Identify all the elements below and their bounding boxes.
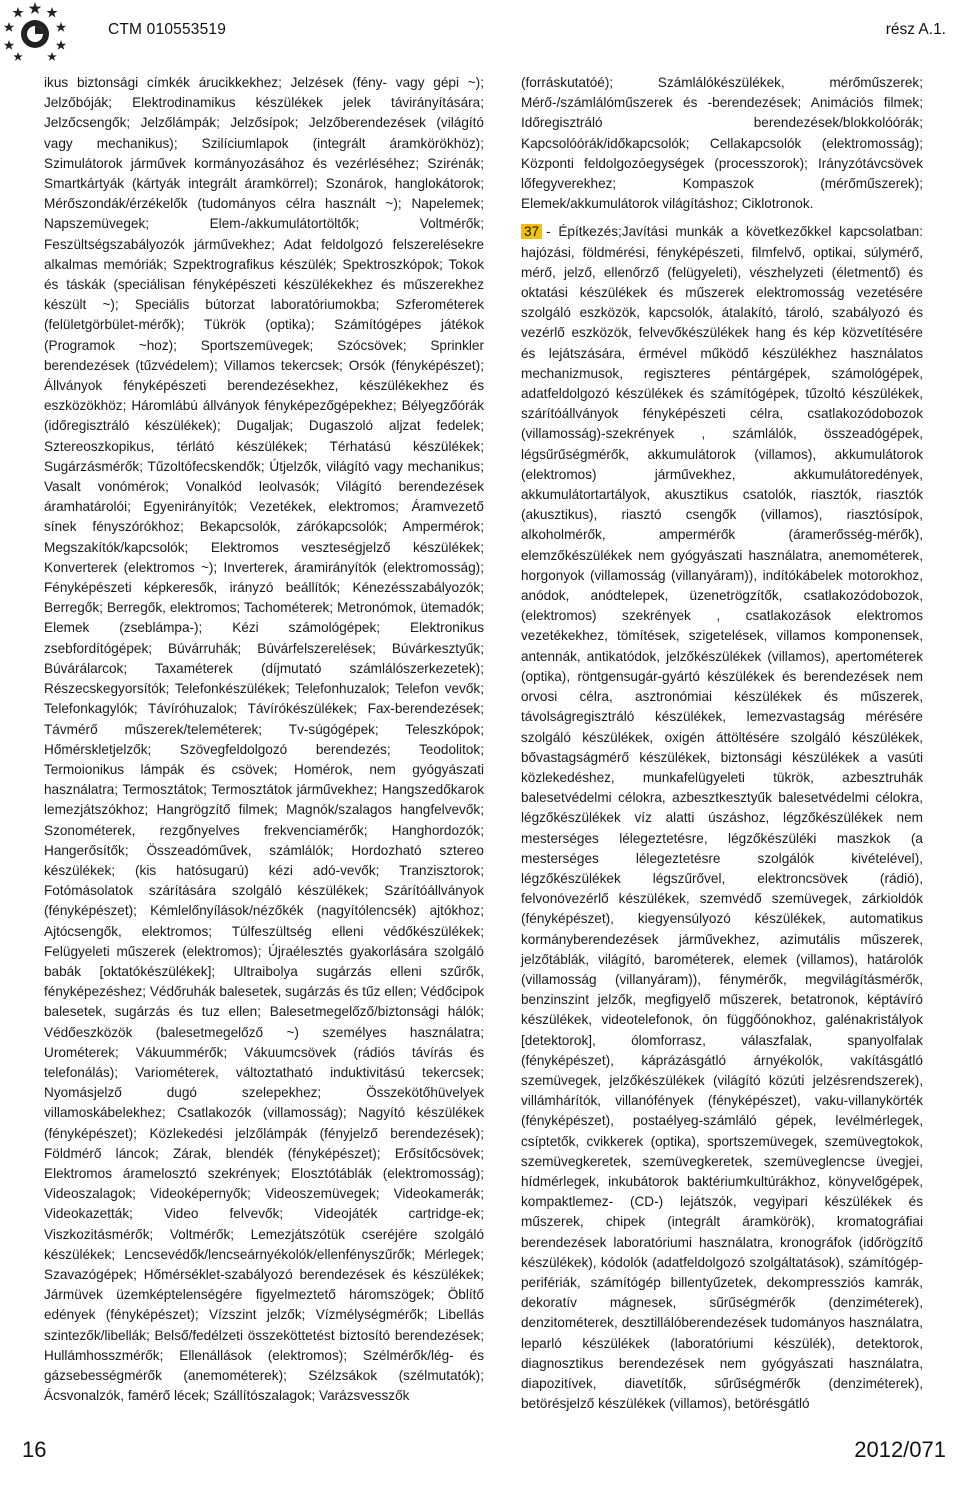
class-number-badge: 37 — [521, 224, 542, 239]
page-number: 16 — [22, 1437, 47, 1462]
left-column-text: ikus biztonsági címkék árucikkekhez; Jelzések (fény- vagy gépi ~); Jelzőbóják; Elektrodinamikus készülékek jelek távirányítására; Jelzőcsengők; Jelzőlámpák; Jelzősípok; Jelzőberendezések (világító vagy mechanikus); Szilíciumlapok (integrált áramkörökhöz); Szimulátorok járművek kormányozásához és vezérléséhez; Szirénák; Smartkártyák (kártyák integrált áramkörrel); Szonárok, hanglokátorok; Mérőszondák/érzékelők (tudományos célra használt ~); Napelemek; Napszemüvegek; Elem-/akkumulátortöltők; Voltmérők; Feszültségszabályozók járművekhez; Adat feldolgozó felszerelésekre alkalmas memóriák; Szpektrografikus készülék; Spektroszkópok; Tokok és táskák (speciálisan fényképészeti készülékekhez és műszerekhez készült ~); Speciális bútorzat laboratóriumokba; Szferométerek (felületgörbület-mérők); Tükrök (optika); Számítógépes játékok (Programok ~hoz); Sportszemüvegek; Szócsövek; Sprinkler berendezések (tűzvédelem); Villamos tekercsek; Orsók (fényképészet); Állványok fényképészeti berendezésekhez, készülékekhez és eszközökhöz; Háromlábú állványok fényképezőgépekhez; Bélyegzőórák (időregisztráló készülékek); Dugaljak; Dugaszoló aljzat fedelek; Sztereoszkopikus, térlátó készülékek; Térhatású készülékek; Sugárzásmérők; Tűzoltófecskendők; Útjelzők, világító vagy mechanikus; Vasalt vonómérok; Vonalkód leolvasók; Világító berendezések áramhatárolói; Egyenirányítók; Vezetékek, elektromos; Áramvezető sínek fényszórókhoz; Bekapcsolók, zárókapcsolók; Ampermérok; Megszakítók/kapcsolók; Elektromos veszteségjelző készülékek; Konverterek (elektromos ~); Inverterek, áramirányítók (elektromosság); Fényképészeti képkeresők, irányzó beállítók; Kénezésszabályozók; Berregők; Berregők, elektromos; Tachométerek; Metronómok, ütemadók; Elemek (zseblámpa-); Kézi számológépek; Elektronikus zsebfordítógépek; Búvárruhák; Búvárfelszerelések; Búvárkesztyűk; Búvárálarcok; Taxaméterek (díjmutató számlálószerkezetek); Részecskegyorsítók; Telefonkészülékek; Telefonhuzalok; Telefon vevők; Telefonkagylók; Távíróhuzalok; Távírókészülékek; Fax-berendezések; Távmérő műszerek/teleméterek; Tv-súgógépek; Teleszkópok; Hőmérskletjelzők; Szövegfeldolgozó berendezés; Teodolitok; Termoionikus lámpák és csövek; Homérok, nem gyógyászati használatra; Termosztátok; Termosztátok járművekhez; Hangszedőkarok lemezjátszókhoz; Hangrögzítő filmek; Magnók/szalagos hangfelvevők; Szonométerek, rezgőnyelves frekvenciamérők; Hanghordozók; Hangerősítők; Összeadóművek, számlálók; Hordozható sztereo készülékek; (kis hatósugarú) kézi adó-vevők; Tranzisztorok; Fotómásolatok szárítására szolgáló készülékek; Szárítóállványok (fényképészet); Kémlelőnyílások/nézőkék (nagyítólencsék) ajtókhoz; Ajtócsengők, elektromos; Túlfeszültség elleni védőkészülékek; Felügyeleti műszerek (elektromos); Újraélesztés gyakorlására szolgáló babák [oktatókészülékek]; Ultraibolya sugárzás elleni szűrők, fényképezéshez; Védőruhák balesetek, sugárzás és tűz ellen; Védőcipok balesetek, sugárzás és tuz ellen; Balesetmegelőző/biztonsági hálók; Védőeszközök (balesetmegelőző ~) személyes használatra; Urométerek; Vákuummérők; Vákuumcsövek (rádiós távírás és telefonálás); Variométerek, változtatható induktivitású tekercsek; Nyomásjelző dugó szelepekhez; Összekötőhüvelyek villamoskábelekhez; Csatlakozók (villamosság); Nagyító készülékek (fényképészet); Közlekedési jelzőlámpák (fényjelző berendezések); Földmérő láncok; Zárak, blendék (fényképészet); Erősítőcsövek; Elektromos áramelosztó szekrények; Elosztótáblák (elektromosság); Videoszalagok; Videoképernyők; Videoszemüvegek; Videokamerák; Videokazetták; Video felvevők; Videojáték cartridge-ek; Viszkozitásmérők; Voltmérők; Lemezjátszótük cseréjére szolgáló készülékek; Lencsevédők/lencseárnyékolók/ellenfényszűrők; Mérlegek; Szavazógépek; Hőmérséklet-szabályozó berendezések és készülékek; Jármüvek üzemképtelenségére figyelmeztető háromszögek; Öblítő edények (fényképészet); Vízszint jelzők; Vízmélységmérők; Libellás szintezők/libellák; Belső/fedélzeti összeköttetést biztosító berendezések; Hullámhosszmérők; Ellenállások (elektromos); Szélmérők/lég- és gázsebességmérők (anemométerek); Szélzsákok (szélmutatók); Ácsvonalzók, famérő lécek; Szállítószalagok; Varázsvesszők — [44, 75, 484, 1404]
part-reference: rész A.1. — [885, 21, 946, 38]
page-header — [0, 0, 960, 68]
class-37-paragraph — [521, 222, 923, 1414]
ohim-stars-logo-icon — [2, 0, 68, 64]
left-text-continuation: (forráskutatóé); Számlálókészülékek, mérőműszerek; Mérő-/számlálóműszerek és -berendezések; Animációs filmek; Időregisztráló berendezések/blokkolóórák; Kapcsolóórák/időkapcsolók; Cellakapcsolók (elektromosság); Központi feldolgozóegységek (processzorok); Irányzótávcsövek lőfegyverekhez; Kompaszok (mérőműszerek); Elemek/akkumulátorok világításhoz; Ciklotronok. — [521, 75, 923, 212]
class-37-text: - Építkezés;Javítási munkák a következőkkel kapcsolatban: hajózási, földmérési, fényképészeti, filmfelvő, optikai, súlymérő, mérő, jelző, ellenőrző (felügyeleti), vészhelyzeti (életmentő) és oktatási készülékek és műszerek elektromosság vezetésére szolgáló eszközök, kapcsolók, átalakító, tároló, szabályozó és vezérlő eszközök, felvevőkészülékek hang és kép közvetítésére és lejátszására, érmével működő készülékhez használatos mechanizmusok, regiszteres péntárgépek, számológépek, adatfeldolgozó készülékek és számítógépek, tűzoltó készülékek, szárítóállványok fényképészeti célra, csatlakozódobozok (villamosság)-szekrények , számlálók, összeadógépek, légsűrűségmérők, akkumulátorok (villamos), akkumulátorok (elektromos) járművekhez, akkumulátoredények, akkumulátortartályok, akusztikus csatolók, riasztók, riasztók (akusztikus), riasztó csengők (villamos), riasztósípok, alkoholmérők, ampermérők (áramerősség-mérők), elemzőkészülékek nem gyógyászati használatra, anemométerek, horgonyok (villamosság (villanyáram)), indítókábelek motorokhoz, anódok, anódtelepek, üzenetrögzítők, csatlakozódobozok, (elektromos) szekrények , csatlakozások elektromos vezetékekhez, tömítések, szigetelések, villamos komponensek, antennák, antikatódok, jelzőkészülékek (villamos), apertométerek (optika), röntgensugár-gyártó készülékek és berendezések nem orvosi célra, asztronómiai készülékek és műszerek, távolságregisztráló készülékek, lemezvastagság mérésére szolgáló készülékek, oxigén áttöltésére szolgáló készülékek, bővastagságmérő készülékek, biztonsági készülékek a vasúti közlekedéshez, munkafelügyeleti tükrök, azbesztruhák balesetvédelmi célokra, azbesztkesztyűk balesetvédelmi célokra, légzőkészülékek víz alatti úszáshoz, légzőkészülékek nem mesterséges lélegeztetésre, légzőkészüléki maszkok (a mesterséges lélegeztetésre szolgálók kivételével), légzőkészülékek légszűrővel, elektroncsövek (rádió), felvonóvezérlő készülékek, szemvédő szemüvegek, zárkioldók (fényképészet), kiegyensúlyozó készülékek, automatikus kormányberendezések járművekhez, azimutális műszerek, jelzőtáblák, világító, barométerek, elemek (villamos), határolók (villamosság (villanyáram)), fénymérők, megvilágításmérők, benzinszint jelzők, megfigyelő műszerek, betatronok, képtávíró készülékek, videotelefonok, ón függőónokhoz, galénakristályok [detektorok], ólomforrasz, válaszfalak, spanyolfalak (fényképészet), káprázásgátló árnyékolók, vakításgátló szemüvegek, jelzőkészülékek (világító közúti jelzésrendszerek), villámhárítók, villanófények (fényképészet), vaku-villanykörték (fényképészet), postaélyeg-számláló gépek, levélmérlegek, csíptetők, cvikkerek (optika), sportszemüvegek, szemüvegtokok, szemüvegkeretek, szemüvegkeretek, szemüveglencse üvegjei, hídmérlegek, inkubátorok baktériumkultúrákhoz, könyvelőgépek, kompaktlemez- (CD-) lejátszók, vegyipari készülékek és műszerek, chipek (integrált áramkörök), kromatográfiai berendezések laboratóriumi használatra, kronográfok (időrögzítő készülékek), kódolók (adatfeldolgozó szolgáltatások), számítógép-perifériák, számítógép billentyűzetek, dekompressziós kamrák, dekoratív mágnesek, sűrűségmérők (denziméterek), denzitométerek, desztillálóberendezések tudományos használatra, leparló készülékek (laboratóriumi készülék), detektorok, diagnosztikus berendezések nem gyógyászati használatra, diapozitívek, diavetítők, sűrűségmérők (denziméterek), betörésjelző készülékek (villamos), betörésgátló — [521, 224, 923, 1412]
left-column — [44, 73, 484, 1406]
right-column — [521, 73, 923, 1414]
document-id: CTM 010553519 — [108, 21, 227, 38]
bulletin-number: 2012/071 — [854, 1437, 946, 1462]
